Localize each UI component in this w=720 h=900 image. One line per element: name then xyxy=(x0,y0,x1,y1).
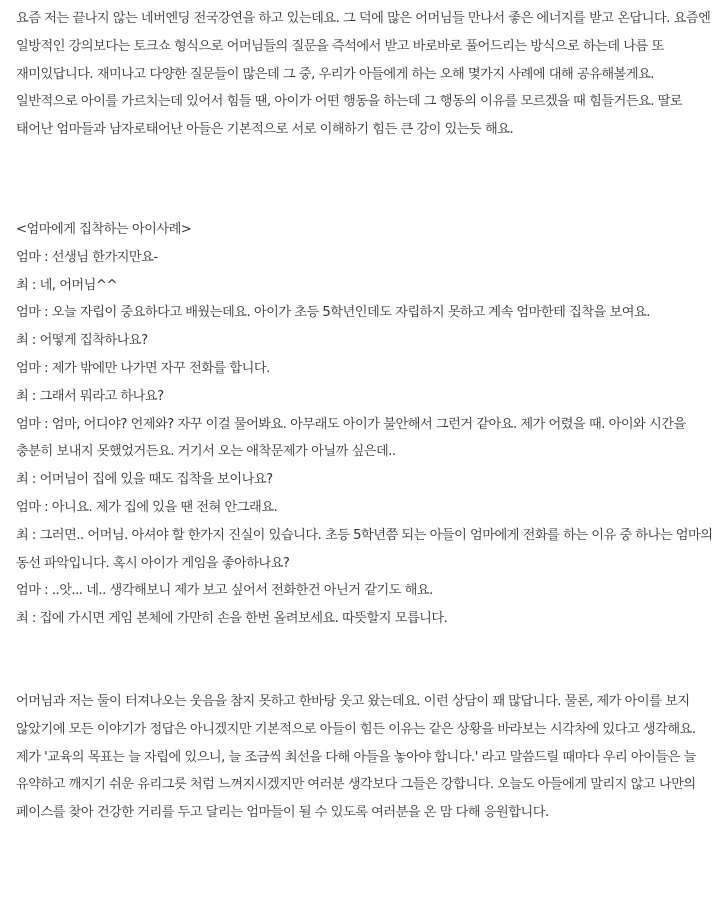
dialogue-line: 최 : 집에 가시면 게임 본체에 가만히 손을 한번 올려보세요. 따뜻할지 모릅니다. xyxy=(16,611,448,627)
dialogue-line: 엄마 : 오늘 자립이 중요하다고 배웠는데요. 아이가 초등 5학년인데도 자립하지 못하고 계속 엄마한테 집착을 보여요. xyxy=(16,305,650,321)
dialogue-line: 엄마 : 선생님 한가지만요- xyxy=(16,249,158,265)
intro-paragraph: 요즘 저는 끝나지 않는 네버엔딩 전국강연을 하고 있는데요. 그 덕에 많은 어머님들 만나서 좋은 에너지를 받고 온답니다. 요즘엔 일방적인 강의보다는 토크쇼 형식으로 어머님들의 질문을 즉석에서 받고 바로바로 풀어드리는 방식으로 하는데 나름 또 재미있답니다. 재미나고 다양한 질문들이 많은데 그 중, 우리가 아들에게 하는 오해 몇가지 사례에 대해 공유해볼게요. 일반적으로 아이를 가르치는데 있어서 힘들 땐, 아이가 어떤 행동을 하는데 그 행동의 이유를 모르겠을 때 힘들거든요. 딸로 태어난 엄마들과 남자로태어난 아들은 기본적으로 서로 이해하기 힘든 큰 강이 있는듯 해요. xyxy=(16,11,711,138)
dialogue-line: 최 : 그래서 뭐라고 하나요? xyxy=(16,388,164,404)
dialogue-heading: <엄마에게 집착하는 아이사례> xyxy=(16,222,192,237)
dialogue-line: 최 : 어머님이 집에 있을 때도 집착을 보이나요? xyxy=(16,472,273,488)
dialogue-line: 엄마 : 제가 밖에만 나가면 자꾸 전화를 합니다. xyxy=(16,360,270,376)
closing-paragraph: 어머님과 저는 둘이 터져나오는 웃음을 참지 못하고 한바탕 웃고 왔는데요. 이런 상담이 꽤 많답니다. 물론, 제가 아이를 보지 않았기에 모든 이야기가 정답은 아니겠지만 기본적으로 아들이 힘든 이유는 같은 상황을 바라보는 시각차에 있다고 생각해요. 제가 '교육의 목표는 늘 자립에 있으니, 늘 조금씩 최선을 다해 아들을 놓아야 합니다.' 라고 말씀드릴 때마다 우리 아이들은 늘 유약하고 깨지기 쉬운 유리그릇 처럼 느껴지시겠지만 여러분 생각보다 그들은 강합니다. 오늘도 아들에게 말리지 않고 나만의 페이스를 찾아 건강한 거리를 두고 달리는 엄마들이 될 수 있도록 여러분을 온 맘 다해 응원합니다. xyxy=(16,694,696,821)
dialogue-section xyxy=(16,216,716,633)
dialogue-line: 최 : 어떻게 집착하나요? xyxy=(16,333,148,349)
dialogue-line: 최 : 그러면.. 어머님. 아셔야 할 한가지 진실이 있습니다. 초등 5학년쯤 되는 아들이 엄마에게 전화를 하는 이유 중 하나는 엄마의 동선 파악입니다. 혹시 아이가 게임을 좋아하나요? xyxy=(16,527,713,571)
dialogue-line: 엄마 : ..앗... 네.. 생각해보니 제가 보고 싶어서 전화한건 아닌거 같기도 해요. xyxy=(16,583,433,599)
dialogue-line: 최 : 네, 어머님^^ xyxy=(16,277,118,293)
dialogue-line: 엄마 : 아니요. 제가 집에 있을 땐 전혀 안그래요. xyxy=(16,499,278,515)
dialogue-line: 엄마 : 엄마, 어디야? 언제와? 자꾸 이걸 물어봐요. 아무래도 아이가 불안해서 그런거 같아요. 제가 어렸을 때. 아이와 시간을 충분히 보내지 못했었거든요. 거기서 오는 애착문제가 아닐까 싶은데.. xyxy=(16,416,686,460)
